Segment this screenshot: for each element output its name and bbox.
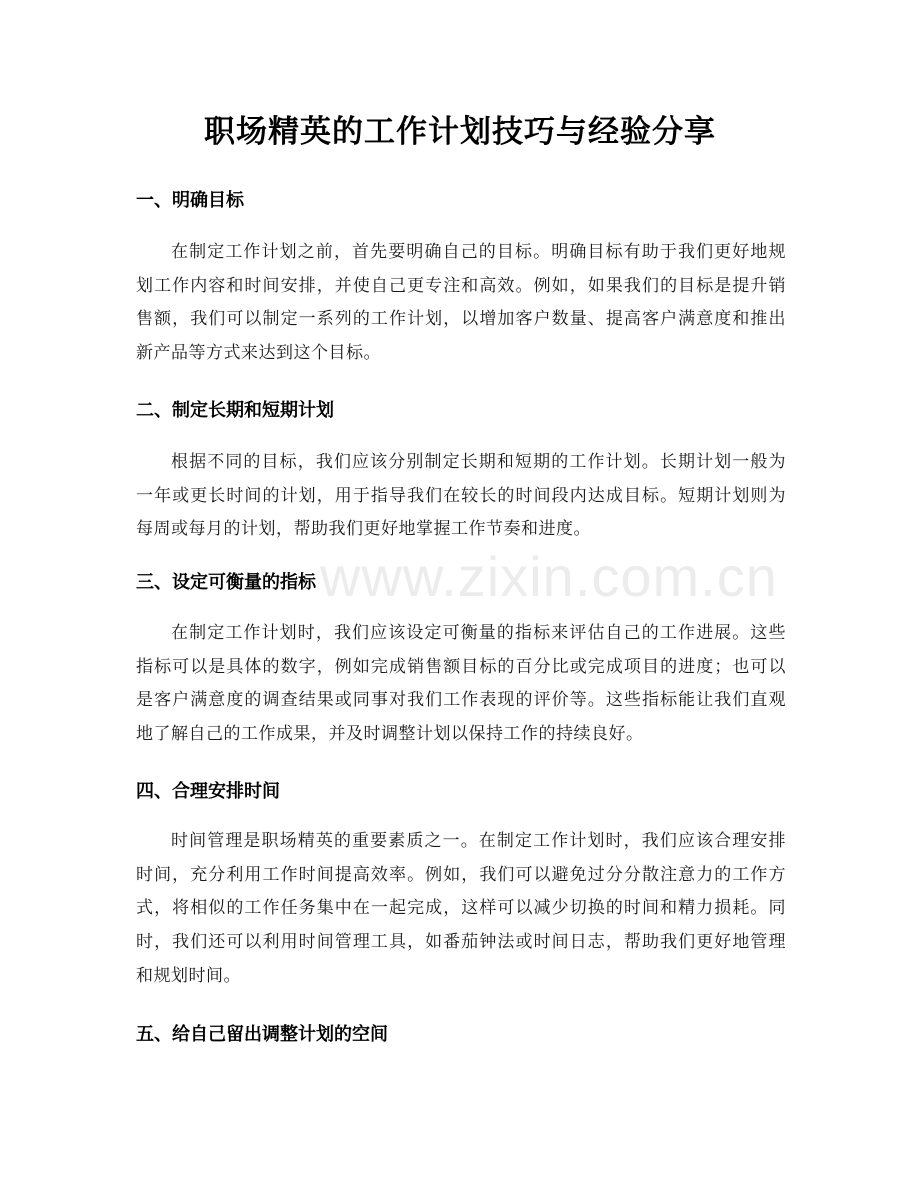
paragraph-line: 地了解自己的工作成果，并及时调整计划以保持工作的持续良好。 xyxy=(136,724,644,745)
section-paragraph-3 xyxy=(136,617,786,752)
paragraph-line: 时间，充分利用工作时间提高效率。例如，我们可以避免过分分散注意力的工作方 xyxy=(136,864,786,885)
section-heading-5: 五、给自己留出调整计划的空间 xyxy=(136,1024,388,1045)
paragraph-line: 时，我们还可以利用时间管理工具，如番茄钟法或时间日志，帮助我们更好地管理 xyxy=(136,932,786,953)
paragraph-line: 售额，我们可以制定一系列的工作计划，以增加客户数量、提高客户满意度和推出 xyxy=(136,309,786,330)
paragraph-line: 一年或更长时间的计划，用于指导我们在较长的时间段内达成目标。短期计划则为 xyxy=(136,485,786,506)
paragraph-line: 式，将相似的工作任务集中在一起完成，这样可以减少切换的时间和精力损耗。同 xyxy=(136,898,786,919)
paragraph-line: 是客户满意度的调查结果或同事对我们工作表现的评价等。这些指标能让我们直观 xyxy=(136,690,786,711)
section-paragraph-1 xyxy=(136,236,786,371)
paragraph-line: 每周或每月的计划，帮助我们更好地掌握工作节奏和进度。 xyxy=(136,519,591,540)
paragraph-line: 和规划时间。 xyxy=(136,965,241,986)
paragraph-line: 新产品等方式来达到这个目标。 xyxy=(136,343,381,364)
section-heading-2: 二、制定长期和短期计划 xyxy=(136,400,334,421)
section-heading-1: 一、明确目标 xyxy=(136,190,244,211)
watermark-text: www.zixin.com.cn xyxy=(320,545,778,608)
section-paragraph-2 xyxy=(136,446,786,547)
paragraph-line: 在制定工作计划之前，首先要明确自己的目标。明确目标有助于我们更好地规 xyxy=(171,242,786,262)
section-paragraph-4 xyxy=(136,825,786,993)
paragraph-line: 划工作内容和时间安排，并使自己更专注和高效。例如，如果我们的目标是提升销 xyxy=(136,275,786,296)
section-heading-4: 四、合理安排时间 xyxy=(136,781,280,802)
document-title: 职场精英的工作计划技巧与经验分享 xyxy=(204,114,716,150)
paragraph-line: 根据不同的目标，我们应该分别制定长期和短期的工作计划。长期计划一般为 xyxy=(171,452,786,472)
paragraph-line: 在制定工作计划时，我们应该设定可衡量的指标来评估自己的工作进展。这些 xyxy=(171,623,786,643)
paragraph-line: 时间管理是职场精英的重要素质之一。在制定工作计划时，我们应该合理安排 xyxy=(171,831,786,851)
paragraph-line: 指标可以是具体的数字，例如完成销售额目标的百分比或完成项目的进度；也可以 xyxy=(136,656,786,677)
section-heading-3: 三、设定可衡量的指标 xyxy=(136,572,316,593)
